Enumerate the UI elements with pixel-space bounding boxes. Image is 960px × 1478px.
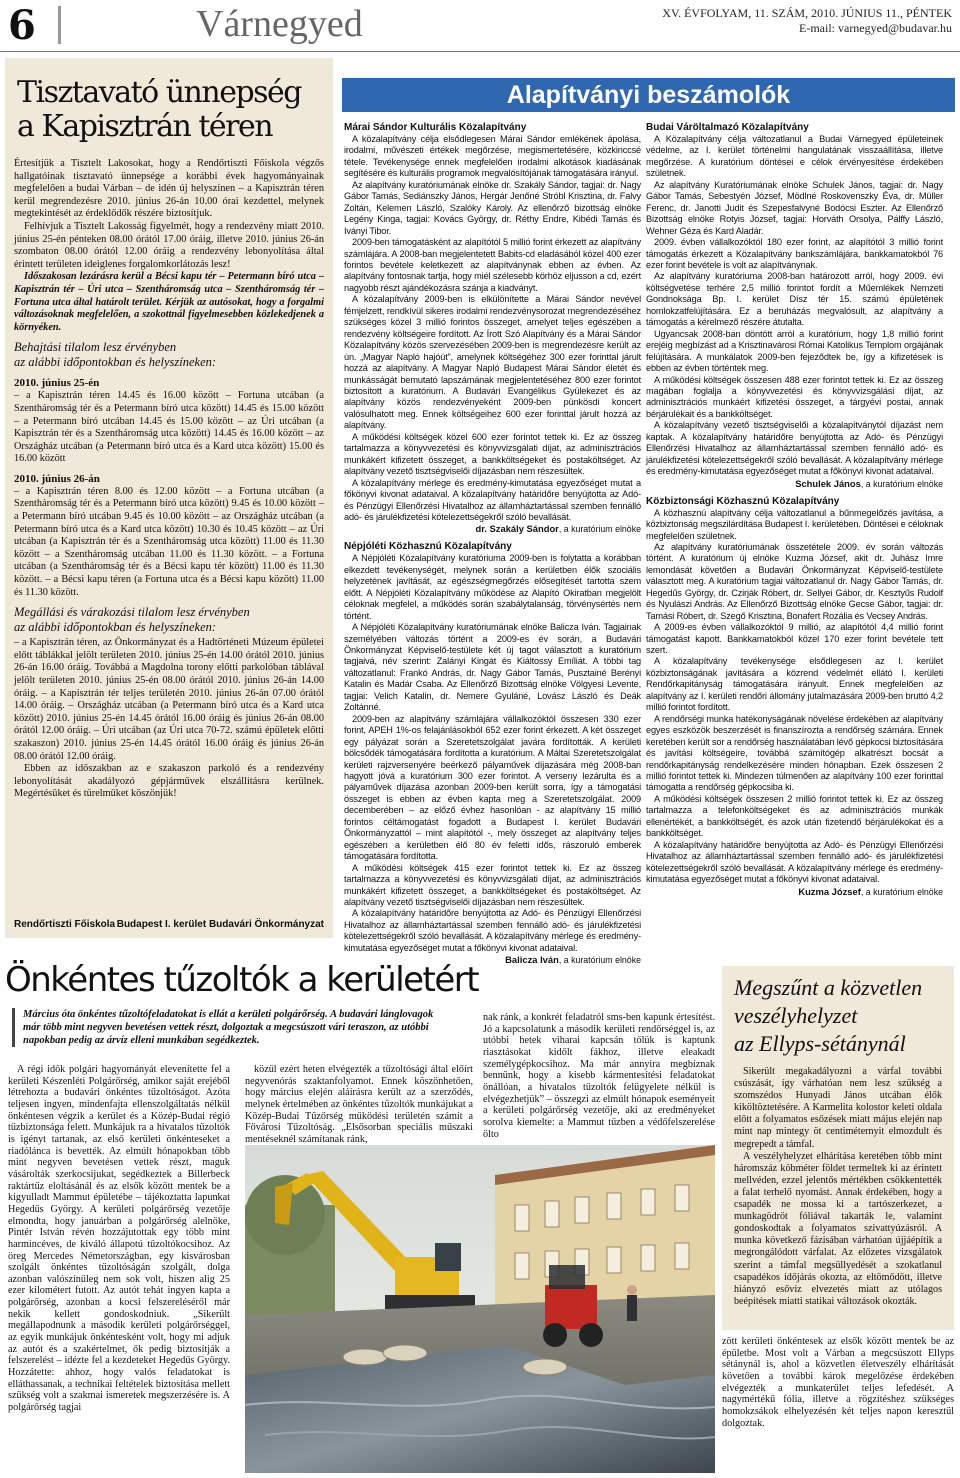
- signature-role: , a kuratórium elnöke: [558, 524, 641, 535]
- foundation-column-left: [344, 122, 641, 966]
- fire-article-text: közül ezért heten elvégezték a tűzoltósági által előírt negyvenórás szaktanfolyamot. Ennek köszönhetően, hogy március elején aláírásra került az a szerződés, melynek értelmében az önkéntes tűzoltók munkájukat a Közép-Budai Tűzőrség működési területén számít a Fővárosi Tűzoltóság. „Elsősorban speciális műszaki mentéseknél számítanak ránk,: [245, 1064, 473, 1145]
- foundation-paragraph: Az alapítvány Kuratóriumának elnöke Schulek János, tagjai: dr. Nagy Gábor Tamás, Sebestyén József, Mödlné Roskovenszky Éva, dr. Müller Ferenc, dr. Janotti Judit és Szepesfalvyné Bodócsi Eszter. Az Ellenőrző Bizottság elnöke Rotyis József, tagjai: Horváth Orsolya, Pálffy László, Wehner Géza és Kard Aladár.: [646, 179, 943, 236]
- fire-article-text: A régi idők polgári hagyományát elevenítette fel a kerületi Készenléti Polgárőrség, amikor saját erejéből létrehozta a budavári önkéntes tűzoltóságot. Azóta teljesen ingyen, mindenfajta ellenszolgáltatás nélkül önkéntesen végzik a kerület és a Közép-Budai régió tűzbiztonsága felett. Munkájuk ra a hivatalos tűzoltók is igényt tartanak, az első kerületi önkénteseket a riadólánca is bevették. Az elmúlt hónapokban több mint negyven bevetésen vettek részt, maguk vásárolták szerkocsijukat, segédkeztek a Billerbeck raktártűz eloltásánál és az elsők között mentek be a kigyulladt Mammut épületébe – tájékoztatta lapunkat Hegedűs György. A kerületi polgárőrség vezetője elmondta, hogy januárban a polgárőrség alelnöke, Pintér István révén hozzájutottak egy több mint harmincéves, de kiváló állapotú tűzoltókocsihoz. Az öreg Mercedes Németországban, egy kisvárosban szolgált önkéntes tűzoltóságán szolgált, dolga azonban valószínűleg nem sok volt, hiszen alig 25 ezer kilométert futott. Az autót tehát ingyen kapta a polgárőrség, azonban a kocsi felszereléséről már nekik kellett gondoskodniuk. „Sikerült megállapodnunk a második kerületi polgárőrséggel, az egyik munkájuk önkéntesként volt, hogy mi adjuk az autót és a szakértelmet, ők pedig biztosítják a felszerelést – idézte fel a kezdeteket Hegedűs György. Hozzátette: ahhoz, hogy valós feladatokat is elláthassanak, a technikai feltételek biztosítása mellett szükség volt a szakmai ismeretek megszerzésére is. A polgárőrség tagjai: [8, 1064, 230, 1414]
- foundation-paragraph: A működési költségek összesen 488 ezer forintot tettek ki. Ez az összeg magában foglalja a könyvvezetési és könyvvizsgálási díjat, az adminisztrációs munkáért kifizetési összeget, a tárgyévi postai, annak bérjárulékait és a bankköltséget.: [646, 374, 943, 419]
- signature-role: , a kuratórium elnöke: [860, 478, 943, 489]
- signer-left: Rendőrtiszti Főiskola: [14, 919, 116, 930]
- foundation-paragraph: A 2009-es évben vállalkozóktól 9 millió, az alapítótól 4,4 millió forint támogatást kapott. Bankkamatokból közel 170 ezer forint bevétele tett szert.: [646, 622, 943, 656]
- issue-info: [632, 6, 952, 36]
- foundation-paragraph: 2009. évben vállalkozóktól 180 ezer forint, az alapítótól 3 millió forint támogatás érkezett a Közalapítvány bankszámlájára, bankkamatokból 76 ezer forint bevétele is volt az alapítványnak.: [646, 237, 943, 270]
- fire-article-column-3: [483, 1012, 715, 1140]
- fire-article-column-1: [8, 1064, 230, 1469]
- foundation-heading: Márai Sándor Kulturális Közalapítvány: [344, 122, 527, 133]
- fire-article-column-2: [245, 1064, 473, 1145]
- foundation-signature: [646, 886, 943, 898]
- excavator-illustration: [245, 1145, 715, 1473]
- ellyps-paragraph-2: A veszélyhelyzet elhárítása keretében több mint háromszáz köbméter földet termeltek ki az érintett mellvéden, ezzel jelentős mértékben csökkentették a falat terhelő nyomást. Annak érdekében, hogy a csapadék ne mossa ki a tartószerkezet, a munkagödröt fóliával takarták le, valamint gondoskodtak a folyamatos szivattyúzásról. A munka következő fázisában várhatóan újjáépítik a megrongálódott várfalat. Az előzetes vizsgálatok szerint a támfal megsüllyedését a szokatlanul csapadékos időjárás okozta, az eltömődött, illetve hiányzó esővíz elvezetés miatt az utólagos beépítések miatti statikai változások okozták.: [734, 1150, 942, 1307]
- header-divider: [58, 6, 61, 44]
- subheading-driving-ban: [14, 340, 324, 370]
- signature-name: Schulek János: [795, 477, 861, 489]
- page-header: [0, 0, 960, 52]
- foundation-paragraph: A közalapítvány vezető tisztségviselői a közalapítványtól díjazást nem kaptak. A közalapítvány határidőre benyújtotta az Adó- és Pénzügyi Ellenőrzési Hivatalhoz az államháztartással szemben fennálló adó- és járulékfizetési kötelezettségekről szóló bevallását. A közalapítvány mérlege és eredmény-kimutatása egyezőséget mutat a főkönyvi kivonat adataival.: [646, 420, 943, 477]
- closing-paragraph: Ebben az időszakban az e szakaszon parkoló és a rendezvény lebonyolítását akadályozó gépjárművek elszállításra kerülnek. Megértésüket és türelmüket köszönjük!: [14, 763, 324, 800]
- foundation-paragraph: Ugyancsak 2008-ban döntött arról a kuratórium, hogy 1,8 millió forint erejéig megbízást ad a Krisztinavárosi Római Katolikus Templom orgájának felújítására. A munkálatok 2009-ben fejeződtek be, így a kifizetések is ebben az évben történtek meg.: [646, 328, 943, 374]
- foundation-paragraph: Az alapítvány kuratóriumának összetétele 2009. év során változás történt. A kuratórium új elnöke Kuzma József, akit dr. Juhász Imre lemondását követően a Budavári Önkormányzat Képviselő-testülete választott meg. A kuratórium tagjai változatlanul dr. Nagy Gábor Tamás, dr. Hegedűs György, dr. Czirják Róbert, dr. Sellyei Gábor, dr. Kesztyűs Rudolf és Nyulászi András. Az Ellenőrző Bizottság elnöke Gecse Gábor, tagjai: dr. Tamási Róbert, dr. Szegő Krisztina, Bonafert Rozália és Vecsey András.: [646, 541, 943, 621]
- foundation-signature: [646, 478, 943, 490]
- ellyps-promenade-article: [722, 966, 954, 1330]
- section-name: Várnegyed: [196, 3, 363, 45]
- foundation-paragraph: A működési költségek 415 ezer forintot tettek ki. Ez az összeg tartalmazza a könyvvezetési és könyvvizsgálati díjat, az adminisztrációs munkákért kifizetett összeget, a bankköltségeket és postaköltséget. Az alapítvány vezető tisztségviselői díjazásban nem részesültek.: [344, 862, 641, 907]
- foundation-reports-banner: Alapítványi beszámolók: [342, 78, 955, 112]
- ellyps-title: [734, 974, 942, 1058]
- foundation-paragraph: A Népjóléti Közalapítvány kuratóriuma 2009-ben is folytatta a korábban elkezdett tevékenységét, melynek során a kerületben élők szociális helyzetének javítását, az egészségmegőrzés elősegítését tartotta szem előtt. A Népjóléti Közalapítvány működése az Alapító Okiratban megjelölt céloknak megfelel, a működés során szabálytalanság, törvénysértés nem történt.: [344, 553, 641, 621]
- fire-article-column-4: [722, 1336, 954, 1472]
- issue-date: XV. ÉVFOLYAM, 11. SZÁM, 2010. JÚNIUS 11., PÉNTEK: [662, 6, 952, 20]
- title-line-1: Tisztavató ünnepség: [17, 75, 302, 110]
- schedule-block-2: – a Kapisztrán téren 8.00 és 12.00 között – a Fortuna utcában (a Szentháromság tér és a Petermann bíró utca között) 9.45 és 10.00 között – a Petermann bíró utcában 9.45 és 10.00 között – az Országház utcában (a Petermann bíró utca és a Kard utca között) 10.30 és 10.45 között – az Úri utcában (a Kapisztrán tér és a Szentháromság utca között) 11.00 és 11.30 között – a Szentháromság utcában 11.00 és 11.30 között. – a Fortuna utcában (a Szentháromság tér és a Bécsi kapu tér között) 11.00 és 11.30 között. – a Bécsi kapu téren (a Fortuna utca és a Bécsi kapu között) 11.00 és 11.30 között.: [14, 485, 324, 598]
- foundation-paragraph: A közalapítvány mérlege és eredmény-kimutatása egyezőséget mutat a főkönyvi kivonat adataival. A közalapítvány határidőre benyújtotta az Adó- és Pénzügyi Ellenőrzési Hivatalhoz az államháztartással szemben fennálló adó- és járulékfizetési kötelezettségekről szóló bevallását.: [344, 477, 641, 522]
- article-title: [17, 76, 324, 144]
- signature-name: Kuzma József: [798, 885, 861, 897]
- foundation-paragraph: A működési költségek közel 600 ezer forintot tettek ki. Ez az összeg tartalmazza a könyvvezetési és könyvvizsgálati díjat, az adminisztrációs munkákért kifizetett összeget, a bankköltségeket és postaköltséget. Az alapítvány vezető tisztségviselői díjazásban nem részesültek.: [344, 431, 641, 477]
- subheading-line-1: Behajtási tilalom lesz érvényben: [14, 340, 177, 355]
- fire-article-text: zött kerületi önkéntesek az elsők között mentek be az épületbe. Most volt a Várban a megcsúszott Ellyps sétánynál is, ahol a közvetlen életveszély elhárítását követően a további károk megelőzése érdekében elvégezték a munkaterület teljes lefedését. A nagymértékű fólia, illetve a rögzítéshez szükséges homokzsákok elhelyezésén két teljes napon keresztül dolgoztak.: [722, 1336, 954, 1429]
- signer-right: Budapest I. kerület Budavári Önkormányzat: [116, 919, 324, 930]
- subheading-line-1: Megállási és várakozási tilalom lesz érvényben: [14, 605, 250, 620]
- foundation-paragraph: A Közalapítvány célja változatlanul a Budai Várnegyed épületeinek védelme, az I. kerület történelmi hangulatának visszaállítása, illetve megőrzése. A kuratórium döntései e célok érvényesítése érdekében születnek.: [646, 134, 943, 179]
- intro-paragraph: Értesítjük a Tisztelt Lakosokat, hogy a Rendőrtiszti Főiskola végzős hallgatóinak tisztavató ünnepsége a korábbi évek hagyományainak megfelelően a budai Várban – de idén új helyszínen – a Kapisztrán téren kerül megrendezésre 2010. június 26-án 10.00 órai kezdettel, melynek megtekintését az érdeklődők részére biztosítjuk.: [14, 158, 324, 220]
- foundation-paragraph: 2009-ben az alapítvány számlájára vállalkozóktól összesen 330 ezer forint, APEH 1%-os felajánlásokból 652 ezer forint érkezett. A két összeget egy pályázat során a Szeretetszolgálat javára fordították. A kerületi bölcsődék támogatására fordította a kuratórium. A Máltai Szeretetszolgálat kerületi rajzversenyére beérkező pályaművek díjazására még 2008-ban hagyott jóvá a kuratórium 300 ezer forintot. A verseny lezárulta és a pályaművek díjazása azonban 2009-ben került sorra, így a támogatási összeget is ebben az évben kapta meg a Szeretetszolgálat. 2009 decemberében – az előző évhez hasonlóan - az alapítvány 15 millió forintos céltámogatást fogadott a Budapest I. kerület Budavári Önkormányzattól – mint alapítótól -, mely összeget az alapítvány teljes egészében a kerületben élő 80 év feletti idős, rászoruló emberek támogatására fordította.: [344, 713, 641, 862]
- notice-paragraph: Felhívjuk a Tisztelt Lakosság figyelmét, hogy a rendezvény miatt 2010. június 25-én pénteken 08.00 órától 17.00 óráig, illetve 2010. június 26-án szombaton 08.00 órától 12.00 óráig a rendezvény lebonyolítása által érintett területen ideiglenes forgalomkorlátozás lesz!: [14, 220, 324, 270]
- signature-role: , a kuratórium elnöke: [558, 955, 641, 966]
- foundation-paragraph: A közalapítvány határidőre benyújtotta az Adó- és Pénzügyi Ellenőrzési Hivatalhoz az államháztartással szemben fennálló adó- és járulékfizetési kötelezettségekről szóló bevallását. A közalapítvány mérlege és eredmény-kimutatása egyezőséget mutat a főkönyvi kivonat adataival.: [344, 908, 641, 953]
- foundation-paragraph: A közalapítvány tevékenysége elsődlegesen az I. kerület közbiztonságának javítására a közrend védelmét ellátó I. kerületi Rendőrkapitányság támogatására irányult. Ennek megfelelően az alapítvány az I. kerületi rendőri állomány jutalmazására 2009-ben bruttó 4,2 millió forintot fordított.: [646, 656, 943, 713]
- foundation-paragraph: A Népjóléti Közalapítvány kuratóriumának elnöke Balicza Iván. Tagjainak személyében változás történt a 2009-es év során, a Budavári Önkormányzat Képviselő-testülete két új tagot választott a kuratórium tagjaivá, név szerint: Zalányi Kingát és Kiáltossy Emíliát. A többi tag változatlanul: Frankó András, dr. Nagy Gábor Tamás, Pusztainé Berényi Katalin és Madár Csaba. Az Ellenőrző Bizottság elnöke Völgyesi Levente, tagjai: Velich Katalin, dr. Nemere Gyuláné, Lovász László és Deák Zoltánné.: [344, 622, 641, 713]
- subheading-line-2: az alábbi időpontokban és helyszíneken:: [14, 620, 217, 635]
- subheading-parking-ban: [14, 605, 324, 635]
- lead-line-3: napokban pedig az árvíz elleni munkában segédkeztek.: [23, 1035, 260, 1046]
- foundation-paragraph: A közhasznú alapítvány célja változatlanul a bűnmegelőzés javítása, a közbiztonság megszilárdítása Budapest I. kerületében. Döntései e céloknak megfelelően születnek.: [646, 507, 944, 541]
- article-signers: [14, 919, 324, 930]
- foundation-paragraph: A közalapítvány célja elsődlegesen Márai Sándor emlékének ápolása, irodalmi, művészeti értékek megőrzése, megismertetésére, közkinccsé tétele. Tevékenysége ennek megfelelően irodalmi alkotások kiadásának segítésére és kulturális programok megvalósítójának támogatására irányul.: [344, 134, 641, 179]
- title-line-2: veszélyhelyzet: [734, 1003, 858, 1028]
- title-line-3: az Ellyps-sétánynál: [734, 1031, 906, 1056]
- fire-article-text: nak ránk, a konkrét feladatról sms-ben kapunk értesítést. Jó a kapcsolatunk a második kerületi rendőrséggel is, az utóbbi hetek viharai kapcsán tőlük is kaptunk riasztásokat kidőlt fákhoz, illetve eleakadt személygépkocsihoz. Ma már annyira megbíznak bennünk, hogy a kisebb kármentesítési feladatokat önállóan, a hivatalos tűzoltók felügyelete nélkül is elvégezhetjük” – összegzi az elmúlt hónapok eseményeit a kerületi polgárőrség vezetője, aki az eredményeket sorolva kiemelte: a Mammut tűzben a védőfelszerelése ölto: [483, 1012, 715, 1140]
- signature-name: dr. Szakály Sándor: [475, 523, 559, 535]
- foundation-paragraph: A közalapítvány határidőre benyújtotta az Adó- és Pénzügyi Ellenőrzési Hivatalhoz az államháztartással szemben fennálló adó- és járulékfizetési kötelezettségekről szóló bevallását. A közalapítvány mérlege és eredmény-kimutatása egyezőséget mutat a főkönyvi kivonat adataival.: [646, 839, 943, 885]
- title-line-1: Megszűnt a közvetlen: [734, 975, 923, 1000]
- ellyps-paragraph-1: Sikerült megakadályozni a várfal további csúszását, így várhatóan nem lesz szükség a szomszédos Hunyadi János utcában élők kiköltöztetésére. A Karmelita kolostor keleti oldala előtt a folyamatos esőzések miatt május elején nap mint nap mintegy öt centiméternyit elmozdult és megrepedt a támfal.: [734, 1066, 942, 1150]
- excavator-photo: [245, 1145, 715, 1473]
- foundation-paragraph: A rendőrségi munka hatékonyságának növelése érdekében az alapítvány egyes eszközök beszerzését is finanszírozta a rendőrség számára. Ennek keretében került sor a rendőrség használatában lévő gépkocsi biztosítására és javítási költségeire, továbbá számítógép alkatrészt bocsát a rendőrkapitányság rendelkezésére minden hónapban. Ezek összesen 2 millió forintot tettek ki. Mindezen túlmenően az alapítvány 100 ezer forinttal támogatta a rendőrség gépkocsiba ki.: [646, 713, 943, 793]
- date-heading-1: 2010. június 25-én: [14, 377, 100, 390]
- foundation-paragraph: Az alapítvány kuratóriuma 2008-ban határozott arról, hogy 2009. évi költségvetése terhére 2,5 millió forintot fordít a Műemlékek Nemzeti Gondnoksága Bp. I. kerület Dísz tér 15. számú épületének homlokzatfelújítására. Ez a beruházás megvalósult, az alapítvány a támogatás a kérelmező részére átutalta.: [646, 271, 943, 328]
- foundation-paragraph: A közalapítvány 2009-ben is elkülönítette a Márai Sándor nevével fémjelzett, rendkívül sikeres irodalmi rendezvénysorozat megrendezéséhez szükséges közel 3 millió forintos összeget, amelyet teljes egészében a rendezvény költségeire fordított. Az Írott Szó Alapítvány és a Márai Sándor Közalapítvány közös szervezésében 2009-ben is megrendezésre került az ún. „Magyar Napló hajóút”, amelynek költségéhez 300 ezer forinttal járult hozzá az alapítvány. A Magyar Napló Budapest Márai Sándor életét és munkásságát bemutató lapszámának megjelentetéséhez 800 ezer forintot biztosított a kuratórium. A Budavári Evangélikus Gyülekezet és az alapítvány közös rendezvényeként 2009-ben pünkösdi koncert valósulhatott meg. Ennek költségeihez 600 ezer forinttal járult hozzá az alapítvány.: [344, 294, 641, 431]
- foundation-paragraph: A működési költségek összesen 2 millió forintot tettek ki. Ez az összeg tartalmazza a telefonköltségeket és az adminisztrációs munkák ellenértékét, a bankköltségét, és azok után fizetendő bérjárulékokat és a bankköltséget.: [646, 793, 943, 839]
- signature-name: Balicza Iván: [505, 954, 559, 966]
- lead-line-1: Március óta önkéntes tűzoltófeladatokat is ellát a kerületi polgárőrség. A budavári lánglovagok: [23, 1009, 434, 1020]
- foundation-heading: Budai Váröltalmazó Közalapítvány: [646, 122, 809, 133]
- foundation-heading: Népjóléti Közhasznú Közalapítvány: [344, 541, 512, 553]
- foundation-signature: [344, 523, 641, 535]
- foundation-column-right: [646, 122, 943, 958]
- schedule-block-3: – a Kapisztrán téren, az Önkormányzat és a Hadtörténeti Múzeum épületei előtt táblákkal jelölt területen 2010. június 25-én 14.00 órától 2010. június 26-án 16.00 óráig. Továbbá a Magdolna torony előtti parkolóban táblával jelölt területen 2010. június 25-én 08.00 órától 2010. június 26-án 14.00 óráig. – a Kapisztrán tér teljes területén 2010. június 26-án 07.00 órától 14.00 óráig. – Országház utcában (a Petermann bíró utca és a Kard utca között) 2010. június 25-én 14.45 órától 16.00 óráig és június 26-án 08.00 órától 12.00 óráig. – Úri utcában (az Úri utca 70-72. számú épületek előtti szakaszon) 2010. június 25-én 14.45 órától 16.00 óráig és június 26-án 08.00 órától 12.00 óráig.: [14, 637, 324, 762]
- foundation-heading: Közbiztonsági Közhasznú Közalapítvány: [646, 495, 840, 507]
- signature-role: , a kuratórium elnöke: [860, 886, 943, 897]
- closure-paragraph: Időszakosan lezárásra kerül a Bécsi kapu tér – Petermann bíró utca – Kapisztrán tér – Úri utca – Szentháromság utca – Szentháromság tér – Fortuna utca által határolt terület. Kérjük az autósokat, hogy a forgalmi változásoknak megfelelően, a szokottnál figyelmesebben közlekedjenek a környéken.: [14, 271, 324, 333]
- date-heading-2: 2010. június 26-án: [14, 472, 100, 485]
- police-ceremony-article: [5, 58, 333, 938]
- page-number: 6: [8, 2, 36, 49]
- title-line-2: a Kapisztrán téren: [17, 109, 273, 144]
- fire-brigade-title: Önkéntes tűzoltók a kerületért: [5, 960, 479, 1000]
- foundation-paragraph: Az alapítvány kuratóriumának elnöke dr. Szakály Sándor, tagjai: dr. Nagy Gábor Tamás, Sediánszky János, Hergár Jenőné Stróbl Krisztina, dr. Falvy Zoltán, Kelemen László, Szalóky Károly. Az ellenőrző bizottság elnöke Legény Kinga, tagjai: Kovács György, dr. Réthy Endre, Kibédi Tamás és Iványi Tibor.: [344, 179, 641, 236]
- issue-email: E-mail: varnegyed@budavar.hu: [799, 21, 952, 35]
- subheading-line-2: az alábbi időpontokban és helyszíneken:: [14, 355, 217, 370]
- lead-line-2: már több mint negyven bevetésen vettek részt, dolgoztak a megcsúszott vári teraszon, az utóbbi: [23, 1022, 429, 1033]
- schedule-block-1: – a Kapisztrán téren 14.45 és 16.00 között – Fortuna utcában (a Szentháromság tér és a Petermann bíró utca között) 14.45 és 15.00 között – a Petermann bíró utcában 14.45 és 15.00 között – az Úri utcában (a Kapisztrán tér és a Szentháromság utca között) 14.45 és 16.00 között – az Országház utcában (a Petermann bíró utca és a Kard utca között) 15.00 és 16.00 között: [14, 390, 324, 465]
- foundation-paragraph: 2009-ben támogatásként az alapítótól 5 millió forint érkezett az alapítvány számlájára. A 2008-ban megjelentetett Babits-cd eladásából közel 400 ezer forintos bevétele keletkezett az alapítványnak ebben az évben. Az alapítvány fontosnak tartja, hogy miél szélesebb körhöz eljusson a cd, ezért nagyobb részt ajándékozásra szánja a kiadványt.: [344, 237, 641, 293]
- fire-brigade-lead: [12, 1008, 475, 1047]
